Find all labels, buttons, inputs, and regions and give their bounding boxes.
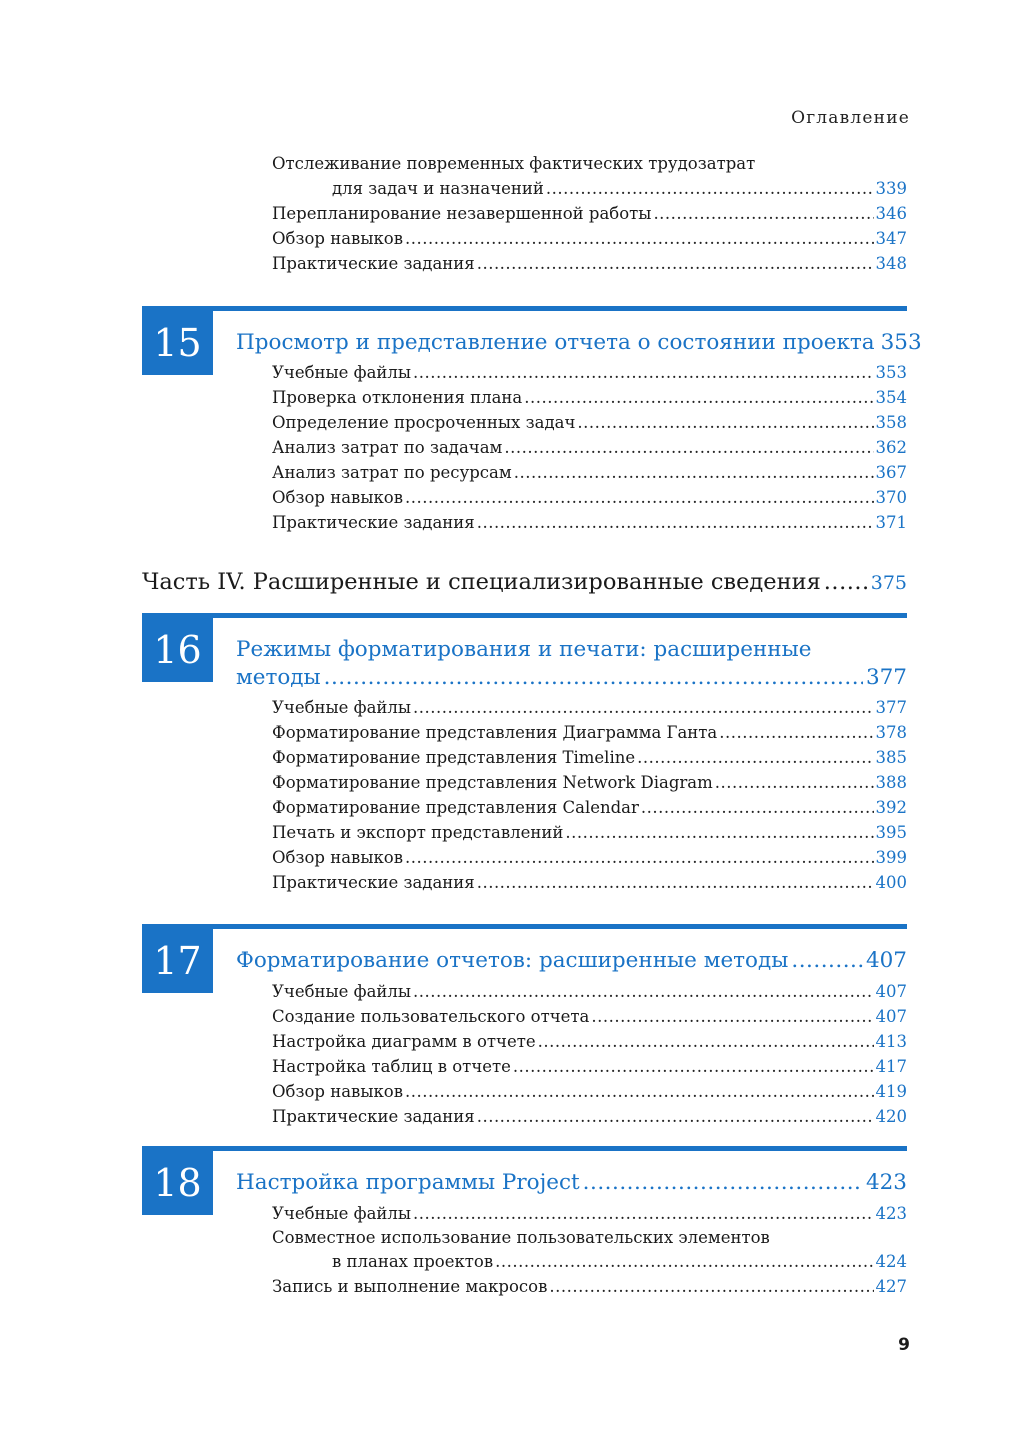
entry-page: 339 — [875, 179, 907, 198]
entry-page: 407 — [875, 982, 907, 1001]
entry-page: 385 — [875, 748, 907, 767]
chapter-number: 18 — [142, 1151, 213, 1215]
chapter-page: 353 — [880, 330, 922, 355]
leader-dots — [524, 388, 873, 407]
entry-page: 400 — [875, 873, 907, 892]
leader-dots — [413, 698, 873, 717]
toc-entry[interactable] — [332, 179, 907, 204]
entry-page: 423 — [875, 1204, 907, 1223]
leader-dots — [637, 748, 873, 767]
entry-title: Практические задания — [272, 513, 475, 532]
toc-entry[interactable] — [272, 488, 907, 513]
toc-entry[interactable] — [272, 1277, 907, 1302]
entry-page: 419 — [875, 1082, 907, 1101]
entry-page: 371 — [875, 513, 907, 532]
entry-title: для задач и назначений — [332, 179, 544, 198]
entry-title: Создание пользовательского отчета — [272, 1007, 590, 1026]
entry-page: 413 — [875, 1032, 907, 1051]
entry-title: Учебные файлы — [272, 1204, 412, 1223]
entry-page: 392 — [875, 798, 907, 817]
chapter-title-text: Настройка программы Project — [236, 1170, 580, 1195]
leader-dots — [477, 1107, 874, 1126]
leader-dots — [791, 948, 863, 973]
chapter-number: 17 — [142, 929, 213, 993]
chapter-rule — [142, 613, 907, 618]
entry-page: 395 — [875, 823, 907, 842]
entry-page: 377 — [875, 698, 907, 717]
toc-entry[interactable] — [272, 1007, 907, 1032]
leader-dots — [477, 513, 874, 532]
leader-dots — [413, 982, 873, 1001]
leader-dots — [583, 1170, 863, 1195]
entry-page: 354 — [875, 388, 907, 407]
toc-entry[interactable] — [272, 723, 907, 748]
leader-dots — [413, 363, 873, 382]
chapter-rule — [142, 306, 907, 311]
toc-entry[interactable] — [272, 798, 907, 823]
leader-dots — [546, 179, 874, 198]
entry-page: 370 — [875, 488, 907, 507]
toc-entry-line1 — [272, 1228, 907, 1253]
part-title[interactable] — [142, 569, 907, 595]
entry-title: Обзор навыков — [272, 488, 403, 507]
entry-page: 388 — [875, 773, 907, 792]
entry-page: 358 — [875, 413, 907, 432]
entry-page: 367 — [875, 463, 907, 482]
leader-dots — [513, 1057, 874, 1076]
entry-title: Настройка таблиц в отчете — [272, 1057, 511, 1076]
leader-dots — [405, 1082, 874, 1101]
toc-entry[interactable] — [272, 1107, 907, 1132]
toc-entry[interactable] — [272, 254, 907, 279]
part-page: 375 — [870, 572, 907, 594]
leader-dots — [504, 438, 873, 457]
leader-dots — [824, 569, 868, 595]
entry-title: Совместное использование пользовательских элементов — [272, 1228, 770, 1247]
chapter-title[interactable] — [236, 330, 922, 355]
toc-entry[interactable] — [272, 1057, 907, 1082]
entry-title: Форматирование представления Calendar — [272, 798, 639, 817]
entry-title: Обзор навыков — [272, 1082, 403, 1101]
toc-entry[interactable] — [272, 413, 907, 438]
entry-title: Учебные файлы — [272, 698, 412, 717]
toc-entry[interactable] — [272, 204, 907, 229]
toc-entry[interactable] — [272, 698, 907, 723]
leader-dots — [477, 873, 874, 892]
toc-entry[interactable] — [272, 229, 907, 254]
entry-page: 420 — [875, 1107, 907, 1126]
leader-dots — [719, 723, 873, 742]
leader-dots — [591, 1007, 873, 1026]
chapter-page: 407 — [865, 948, 907, 973]
leader-dots — [413, 1204, 873, 1223]
toc-entry[interactable] — [272, 463, 907, 488]
toc-entry[interactable] — [272, 1082, 907, 1107]
entry-title: Анализ затрат по задачам — [272, 438, 503, 457]
leader-dots — [514, 463, 874, 482]
entry-page: 353 — [875, 363, 907, 382]
chapter-title-text: Просмотр и представление отчета о состоянии проекта — [236, 330, 875, 355]
leader-dots — [324, 665, 863, 690]
toc-entry[interactable] — [272, 1204, 907, 1229]
toc-entry[interactable] — [272, 363, 907, 388]
toc-entry[interactable] — [272, 823, 907, 848]
entry-title: Форматирование представления Timeline — [272, 748, 636, 767]
leader-dots — [405, 229, 874, 248]
leader-dots — [715, 773, 874, 792]
entry-title: Практические задания — [272, 873, 475, 892]
entry-page: 348 — [875, 254, 907, 273]
chapter-number: 15 — [142, 311, 213, 375]
entry-title: Запись и выполнение макросов — [272, 1277, 548, 1296]
entry-title: Практические задания — [272, 1107, 475, 1126]
entry-page: 427 — [875, 1277, 907, 1296]
toc-entry[interactable] — [272, 1032, 907, 1057]
toc-entry[interactable] — [272, 748, 907, 773]
entry-title: Учебные файлы — [272, 982, 412, 1001]
chapter-page: 423 — [865, 1170, 907, 1195]
entry-page: 346 — [875, 204, 907, 223]
part-title-text: Часть IV. Расширенные и специализированные сведения — [142, 569, 821, 595]
toc-entry[interactable] — [272, 873, 907, 898]
chapter-page: 377 — [865, 665, 907, 690]
chapter-title-text: методы — [236, 665, 321, 690]
entry-title: Отслеживание повременных фактических трудозатрат — [272, 154, 756, 173]
leader-dots — [405, 848, 874, 867]
leader-dots — [405, 488, 874, 507]
entry-page: 399 — [875, 848, 907, 867]
chapter-title[interactable] — [236, 1170, 907, 1195]
entry-title: Настройка диаграмм в отчете — [272, 1032, 536, 1051]
chapter-title[interactable] — [236, 948, 907, 973]
toc-entry[interactable] — [272, 848, 907, 873]
entry-title: Учебные файлы — [272, 363, 412, 382]
entry-page: 362 — [875, 438, 907, 457]
chapter-number: 16 — [142, 618, 213, 682]
leader-dots — [577, 413, 873, 432]
leader-dots — [641, 798, 874, 817]
chapter-title-text: Форматирование отчетов: расширенные методы — [236, 948, 789, 973]
chapter-title-line1: Режимы форматирования и печати: расширенные — [236, 637, 812, 662]
chapter-title[interactable] — [236, 665, 907, 690]
toc-entry[interactable] — [272, 513, 907, 538]
running-head: Оглавление — [791, 108, 910, 128]
chapter-rule — [142, 1146, 907, 1151]
entry-page: 424 — [875, 1252, 907, 1271]
leader-dots — [477, 254, 874, 273]
entry-title: Определение просроченных задач — [272, 413, 576, 432]
entry-title: в планах проектов — [332, 1252, 494, 1271]
entry-title: Печать и экспорт представлений — [272, 823, 564, 842]
page-number: 9 — [898, 1335, 910, 1355]
toc-entry-line1 — [272, 154, 907, 179]
entry-title: Перепланирование незавершенной работы — [272, 204, 652, 223]
toc-entry[interactable] — [272, 773, 907, 798]
leader-dots — [549, 1277, 873, 1296]
toc-entry[interactable] — [272, 982, 907, 1007]
entry-title: Проверка отклонения плана — [272, 388, 523, 407]
toc-entry[interactable] — [272, 388, 907, 413]
entry-page: 407 — [875, 1007, 907, 1026]
leader-dots — [495, 1252, 873, 1271]
leader-dots — [538, 1032, 874, 1051]
entry-title: Практические задания — [272, 254, 475, 273]
chapter-rule — [142, 924, 907, 929]
toc-entry[interactable] — [332, 1252, 907, 1277]
entry-page: 417 — [875, 1057, 907, 1076]
entry-title: Форматирование представления Диаграмма Ганта — [272, 723, 718, 742]
leader-dots — [565, 823, 873, 842]
entry-title: Обзор навыков — [272, 229, 403, 248]
entry-title: Анализ затрат по ресурсам — [272, 463, 512, 482]
entry-page: 378 — [875, 723, 907, 742]
entry-title: Форматирование представления Network Diagram — [272, 773, 713, 792]
toc-entry[interactable] — [272, 438, 907, 463]
leader-dots — [653, 204, 873, 223]
entry-title: Обзор навыков — [272, 848, 403, 867]
entry-page: 347 — [875, 229, 907, 248]
